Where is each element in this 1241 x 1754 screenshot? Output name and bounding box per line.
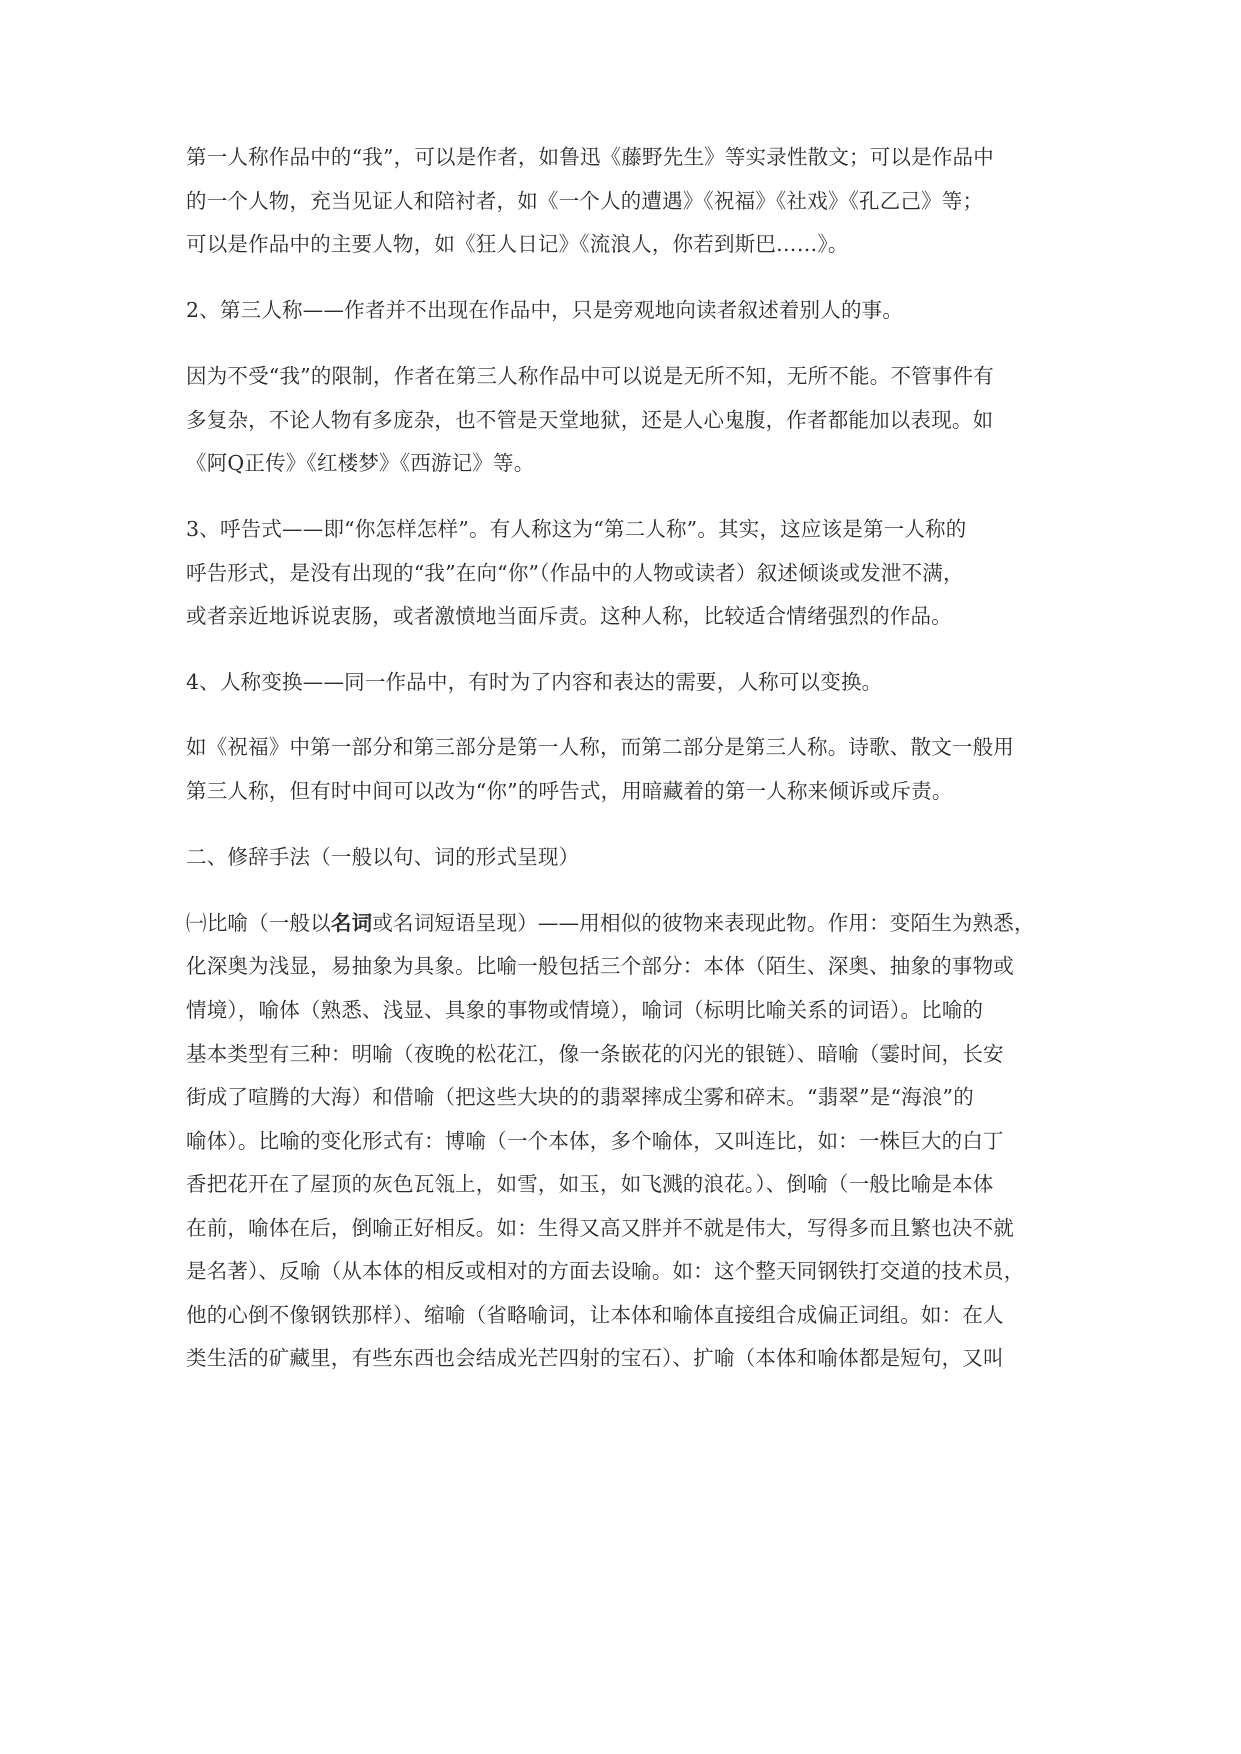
metaphor-line-11: 类生活的矿藏里，有些东西也会结成光芒四射的宝石）、扩喻（本体和喻体都是短句，又叫 <box>186 1346 1004 1370</box>
metaphor-line-1-prefix: ㈠比喻（一般以 <box>186 911 331 935</box>
metaphor-line-10: 他的心倒不像钢铁那样）、缩喻（省略喻词，让本体和喻体直接组合成偏正词组。如：在人 <box>186 1303 1004 1327</box>
paragraph-1-line-1: 第一人称作品中的“我”，可以是作者，如鲁迅《藤野先生》等实录性散文；可以是作品中 <box>186 145 994 169</box>
paragraph-5-line-1: 4、人称变换——同一作品中，有时为了内容和表达的需要，人称可以变换。 <box>186 670 883 694</box>
metaphor-line-7: 香把花开在了屋顶的灰色瓦瓴上，如雪，如玉，如飞溅的浪花。）、倒喻（一般比喻是本体 <box>186 1172 994 1196</box>
section-heading-rhetoric: 二、修辞手法（一般以句、词的形式呈现） <box>186 845 580 869</box>
metaphor-line-4: 基本类型有三种：明喻（夜晚的松花江，像一条嵌花的闪光的银链）、暗喻（霎时间，长安 <box>186 1042 1004 1066</box>
paragraph-6-line-2: 第三人称，但有时中间可以改为“你”的呼告式，用暗藏着的第一人称来倾诉或斥责。 <box>186 779 953 803</box>
metaphor-line-1-suffix: 或名词短语呈现）——用相似的彼物来表现此物。作用：变陌生为熟悉， <box>372 911 1035 935</box>
paragraph-1-line-2: 的一个人物，充当见证人和陪衬者，如《一个人的遭遇》《祝福》《社戏》《孔乙己》等； <box>186 189 984 213</box>
paragraph-3-line-1: 因为不受“我”的限制，作者在第三人称作品中可以说是无所不知，无所不能。不管事件有 <box>186 364 994 388</box>
metaphor-bold-term: 名词 <box>330 911 373 935</box>
paragraph-4-line-1: 3、呼告式——即“你怎样怎样”。有人称这为“第二人称”。其实，这应该是第一人称的 <box>186 517 967 541</box>
metaphor-line-6: 喻体）。比喻的变化形式有：博喻（一个本体，多个喻体，又叫连比，如：一株巨大的白丁 <box>186 1129 1004 1153</box>
paragraph-3-line-2: 多复杂，不论人物有多庞杂，也不管是天堂地狱，还是人心鬼腹，作者都能加以表现。如 <box>186 408 994 432</box>
metaphor-line-5: 街成了喧腾的大海）和借喻（把这些大块的的翡翠摔成尘雾和碎末。“翡翠”是“海浪”的 <box>186 1085 974 1109</box>
paragraph-6-line-1: 如《祝福》中第一部分和第三部分是第一人称，而第二部分是第三人称。诗歌、散文一般用 <box>186 735 1014 759</box>
metaphor-line-2: 化深奥为浅显，易抽象为具象。比喻一般包括三个部分：本体（陌生、深奥、抽象的事物或 <box>186 954 1014 978</box>
paragraph-2-line-1: 2、第三人称——作者并不出现在作品中，只是旁观地向读者叙述着别人的事。 <box>186 298 904 322</box>
paragraph-4-line-3: 或者亲近地诉说衷肠，或者激愤地当面斥责。这种人称，比较适合情绪强烈的作品。 <box>186 604 952 628</box>
metaphor-line-9: 是名著）、反喻（从本体的相反或相对的方面去设喻。如：这个整天同钢铁打交道的技术员， <box>186 1259 1025 1283</box>
paragraph-1-line-3: 可以是作品中的主要人物，如《狂人日记》《流浪人，你若到斯巴……》。 <box>186 232 849 256</box>
metaphor-line-3: 情境），喻体（熟悉、浅显、具象的事物或情境），喻词（标明比喻关系的词语）。比喻的 <box>186 998 984 1022</box>
paragraph-3-line-3: 《阿Q正传》《红楼梦》《西游记》等。 <box>186 451 535 475</box>
metaphor-line-1 <box>186 909 1035 937</box>
paragraph-4-line-2: 呼告形式，是没有出现的“我”在向“你”（作品中的人物或读者）叙述倾谈或发泄不满， <box>186 561 964 585</box>
metaphor-line-8: 在前，喻体在后，倒喻正好相反。如：生得又高又胖并不就是伟大，写得多而且繁也决不就 <box>186 1216 1014 1240</box>
